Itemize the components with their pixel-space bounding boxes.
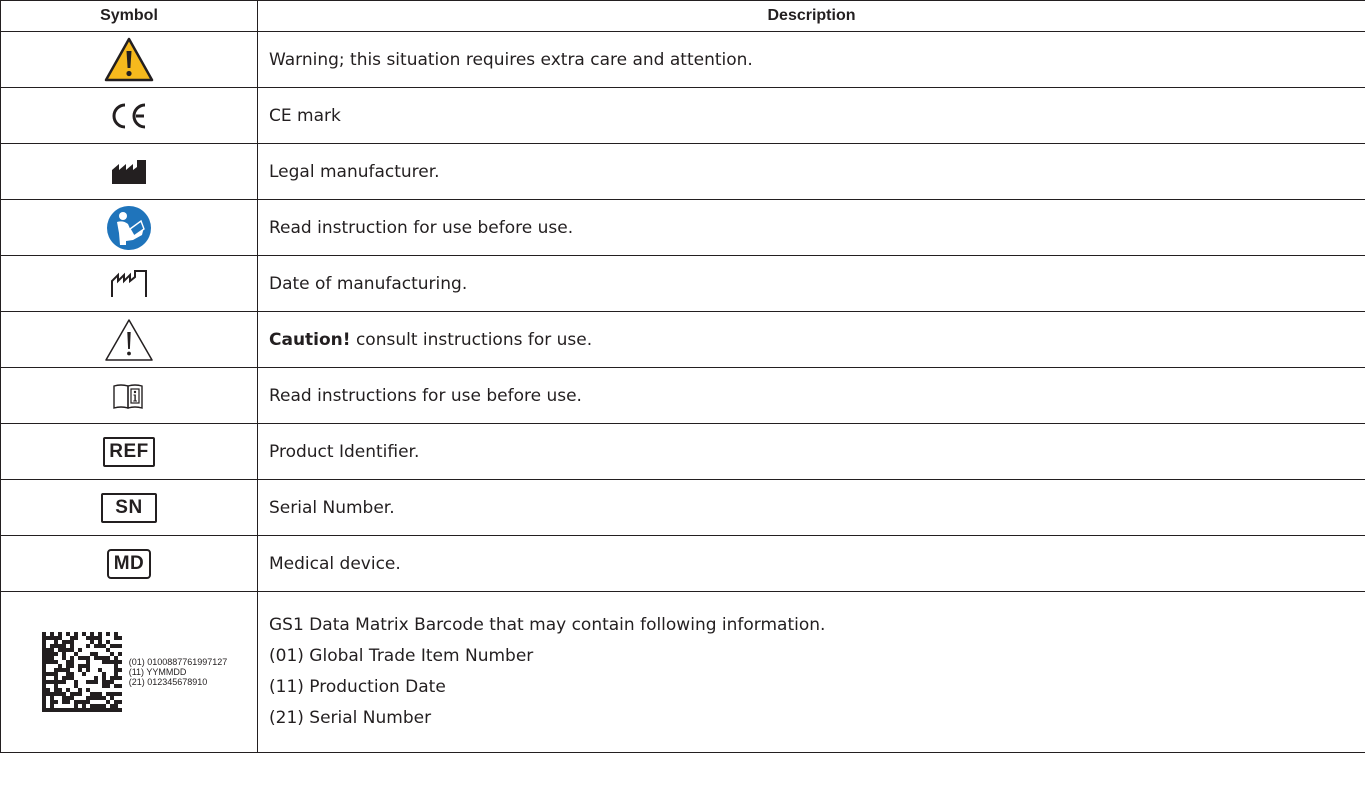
gs1-description-line: (01) Global Trade Item Number: [269, 646, 534, 666]
symbol-cell: [1, 536, 258, 592]
description-cell: Warning; this situation requires extra care and attention.: [258, 32, 1365, 88]
table-row: [1, 256, 1365, 312]
gs1-description-line: GS1 Data Matrix Barcode that may contain following information.: [269, 615, 826, 635]
symbol-cell: [1, 88, 258, 144]
symbol-cell: [1, 144, 258, 200]
caution-text: consult instructions for use.: [350, 329, 593, 350]
description-cell: CE mark: [258, 88, 1365, 144]
barcode-text: [129, 657, 228, 687]
gs1-description-line: (21) Serial Number: [269, 708, 432, 728]
ref-label: REF: [103, 437, 155, 467]
md-label: MD: [107, 549, 152, 579]
symbol-cell: [1, 256, 258, 312]
table-row: [1, 368, 1365, 424]
table-header-row: [1, 1, 1365, 32]
warning-triangle-yellow-icon: [104, 37, 154, 83]
description-column-header: Description: [258, 1, 1365, 32]
consult-ifu-icon: [111, 382, 147, 410]
symbol-column-header: Symbol: [1, 1, 258, 32]
description-cell: Legal manufacturer.: [258, 144, 1365, 200]
table-row: [1, 144, 1365, 200]
table-row: [1, 312, 1365, 368]
table-row: [1, 536, 1365, 592]
description-cell: [258, 592, 1365, 753]
symbol-cell: [1, 200, 258, 256]
manufacturer-filled-icon: [111, 159, 147, 185]
ce-mark-icon: [109, 102, 149, 130]
table-row: [1, 424, 1365, 480]
symbol-cell: [1, 32, 258, 88]
sn-label: SN: [101, 493, 156, 523]
description-cell: Read instructions for use before use.: [258, 368, 1365, 424]
table-row: [1, 592, 1365, 753]
barcode-line-date: (11) YYMMDD: [128, 667, 187, 677]
description-cell: Date of manufacturing.: [258, 256, 1365, 312]
barcode-line-gtin: (01) 0100887761997127: [128, 657, 228, 667]
symbol-cell: [1, 368, 258, 424]
caution-triangle-icon: [104, 318, 154, 362]
description-cell: Read instruction for use before use.: [258, 200, 1365, 256]
table-row: [1, 32, 1365, 88]
table-row: [1, 200, 1365, 256]
date-of-manufacture-icon: [110, 269, 148, 299]
description-cell: Medical device.: [258, 536, 1365, 592]
symbol-cell: [1, 592, 258, 753]
description-cell: [258, 312, 1365, 368]
table-row: [1, 480, 1365, 536]
gs1-description-line: (11) Production Date: [269, 677, 446, 697]
symbol-cell: [1, 424, 258, 480]
description-cell: Serial Number.: [258, 480, 1365, 536]
symbol-cell: [1, 312, 258, 368]
description-cell: Product Identifier.: [258, 424, 1365, 480]
gs1-datamatrix-barcode: [39, 630, 125, 714]
barcode-line-serial: (21) 012345678910: [128, 677, 208, 687]
caution-label: Caution!: [269, 329, 351, 350]
read-manual-blue-icon: [106, 205, 152, 251]
table-row: [1, 88, 1365, 144]
symbol-cell: [1, 480, 258, 536]
